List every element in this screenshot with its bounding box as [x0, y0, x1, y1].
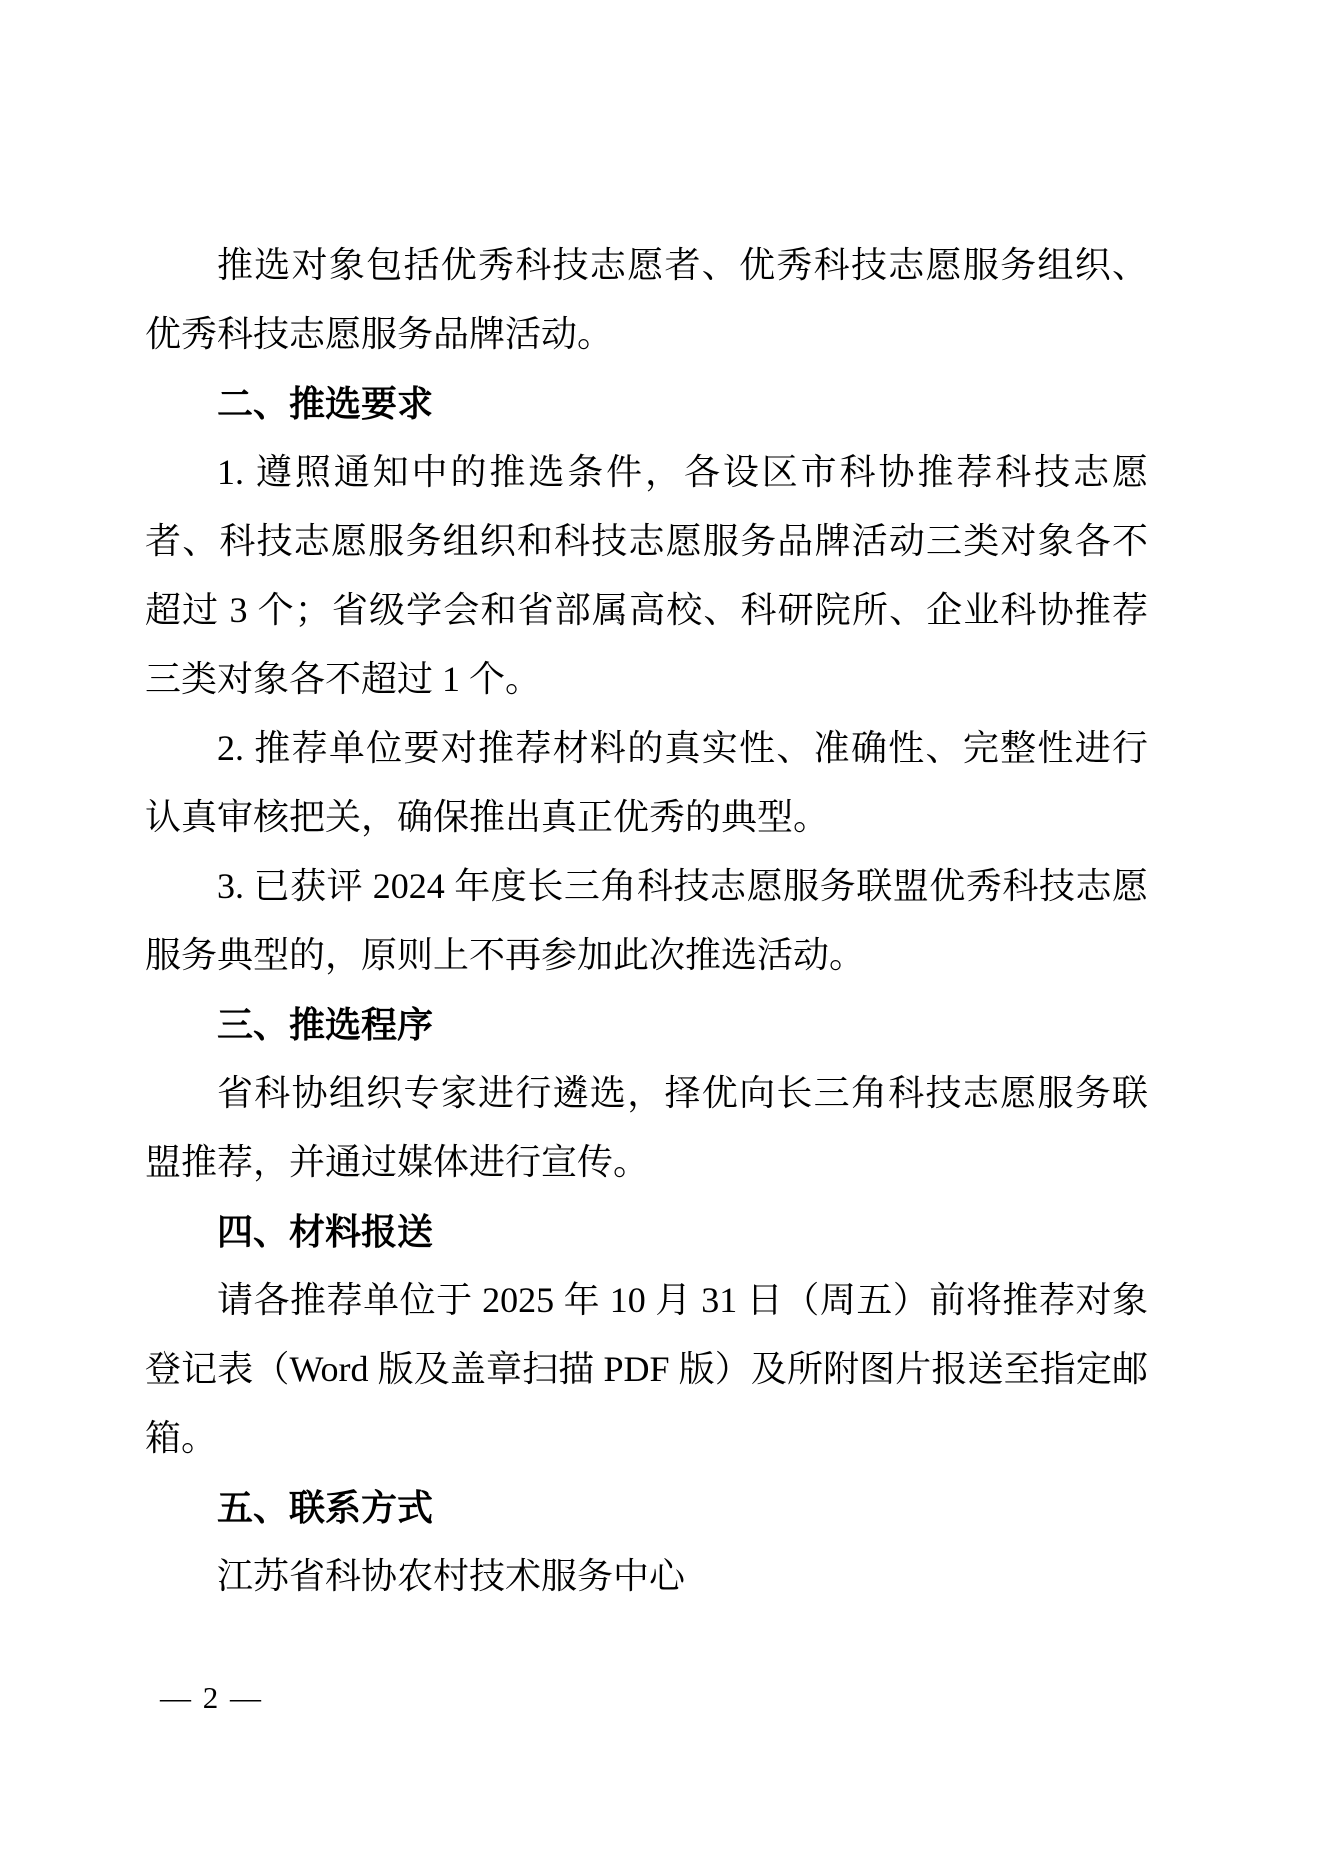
- section-heading-5: 五、联系方式: [217, 1487, 434, 1528]
- paragraph-intro: 推选对象包括优秀科技志愿者、优秀科技志愿服务组织、优秀科技志愿服务品牌活动。: [145, 245, 1148, 354]
- page-number: — 2 —: [160, 1680, 263, 1715]
- paragraph-contact-org: 江苏省科协农村技术服务中心: [217, 1556, 686, 1596]
- section-heading-2: 二、推选要求: [217, 383, 434, 424]
- paragraph-requirement-3: 3. 已获评 2024 年度长三角科技志愿服务联盟优秀科技志愿服务典型的，原则上不再参加此次推选活动。: [145, 866, 1148, 975]
- paragraph-submission: 请各推荐单位于 2025 年 10 月 31 日（周五）前将推荐对象登记表（Word 版及盖章扫描 PDF 版）及所附图片报送至指定邮箱。: [145, 1280, 1148, 1458]
- section-heading-3: 三、推选程序: [217, 1004, 434, 1045]
- paragraph-procedure: 省科协组织专家进行遴选，择优向长三角科技志愿服务联盟推荐，并通过媒体进行宣传。: [145, 1073, 1148, 1182]
- document-body: [145, 231, 1148, 1611]
- paragraph-requirement-2: 2. 推荐单位要对推荐材料的真实性、准确性、完整性进行认真审核把关，确保推出真正优秀的典型。: [145, 728, 1148, 837]
- paragraph-requirement-1: 1. 遵照通知中的推选条件，各设区市科协推荐科技志愿者、科技志愿服务组织和科技志愿服务品牌活动三类对象各不超过 3 个；省级学会和省部属高校、科研院所、企业科协推荐三类对象各不超过 1 个。: [145, 452, 1148, 699]
- page-footer: [160, 1678, 263, 1718]
- section-heading-4: 四、材料报送: [217, 1211, 434, 1252]
